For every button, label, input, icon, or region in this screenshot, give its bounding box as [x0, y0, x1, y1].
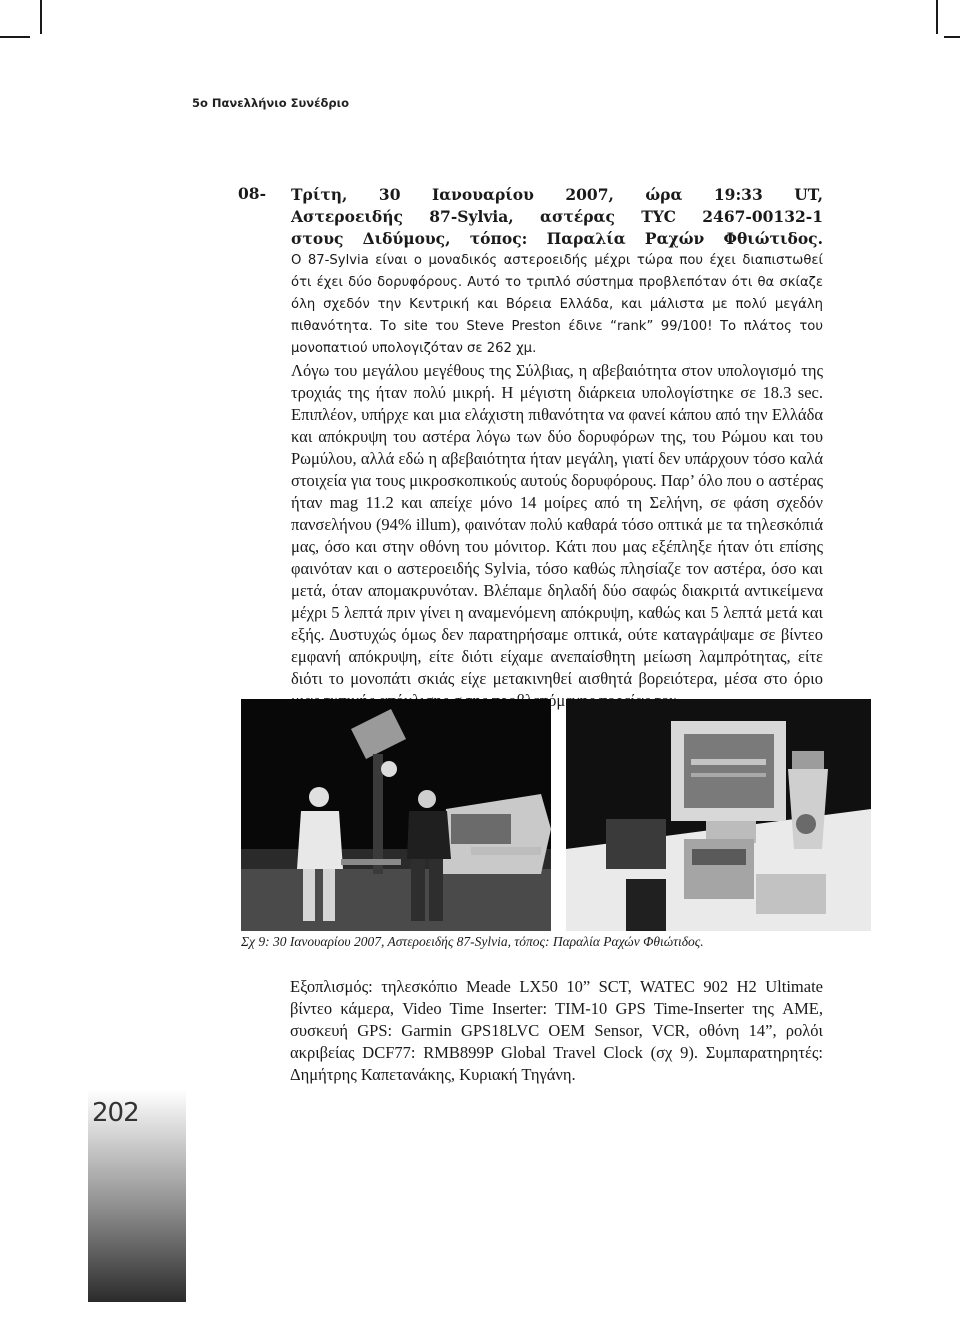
entry-number: 08- [238, 184, 267, 203]
crop-mark-left [40, 0, 42, 34]
entry-paragraph-serif: Λόγω του μεγάλου μεγέθους της Σύλβιας, η αβεβαιότητα στον υπολογισμό της τροχιάς της ήταν πολύ μικρή. Η μέγιστη διάρκεια υπολογίστηκε σε 18.3 sec. Επιπλέον, υπήρχε και μια ελάχιστη πιθανότητα να φανεί κάπου από την Ελλάδα και απόκρυψη του αστέρα λόγω των δύο δορυφόρων της, του Ρώμου και του Ρωμύλου, αλλά εδώ η αβεβαιότητα ήταν μεγάλη, γιατί δεν υπάρχουν τόσο καλά στοιχεία για τους μικροσκοπικούς αυτούς δορυφόρους. Παρ’ όλο που ο αστέρας ήταν mag 11.2 και απείχε μόνο 14 μοίρες από τη Σελήνη, σε φάση σχεδόν πανσελήνου (94% illum), φαινόταν πολύ καθαρά τόσο οπτικά με τα τηλεσκόπιά μας, όσο και στην οθόνη του μόνιτορ. Κάτι που μας εξέπληξε ήταν ότι επίσης φαινόταν και ο αστεροειδής Sylvia, τόσο καθώς πλησίαζε τον αστέρα, όσο και μετά, όταν απομακρυνόταν. Βλέπαμε δηλαδή δύο σαφώς διακριτά αντικείμενα μέχρι 5 λεπτά πριν γίνει η αναμενόμενη απόκρυψη, καθώς και 5 λεπτά μετά και εξής. Δυστυχώς όμως δεν παρατηρήσαμε οπτικά, ούτε καταγράψαμε σε βίντεο εμφανή απόκρυψη, είτε διότι είχαμε ανεπαίσθητη μείωση λαμπρότητας, είτε διότι το μονοπάτι σκιάς είχε μετακινηθεί αισθητά βορειότερα, μέσα στο όριο [291, 361, 823, 688]
photo-observers-telescope-image [241, 699, 551, 931]
photo-video-equipment-image [566, 699, 871, 931]
photo-observers-telescope [241, 699, 551, 931]
entry-title-line-3: στους Διδύμους, τόπος: Παραλία Ραχών Φθιώτιδος. [291, 229, 823, 248]
page-number: 202 [92, 1098, 139, 1128]
crop-mark-left-horizontal [0, 36, 30, 38]
figure-caption: Σχ 9: 30 Ιανουαρίου 2007, Αστεροειδής 87-Sylvia, τόπος: Παραλία Ραχών Φθιώτιδος. [241, 934, 704, 949]
entry-paragraph-sans: Ο 87-Sylvia είναι ο μοναδικός αστεροειδής μέχρι τώρα που έχει διαπιστωθεί ότι έχει δύο δορυφόρους. Αυτό το τριπλό σύστημα προβλεπόταν ότι θα σκίαζε όλη σχεδόν την Κεντρική και Βόρεια Ελλάδα, και μάλιστα με πολύ μεγάλη πιθανότητα. Το site του Steve Preston έδινε “rank” 99/100! Το πλάτος του μονοπατιού υπολογιζόταν σε 262 χμ. [291, 253, 823, 356]
entry-title-line-2: Αστεροειδής 87-Sylvia, αστέρας TYC 2467-00132-1 [291, 207, 823, 226]
running-header: 5ο Πανελλήνιο Συνέδριο [192, 96, 349, 110]
photo-video-equipment [566, 699, 871, 931]
equipment-paragraph: Εξοπλισμός: τηλεσκόπιο Meade LX50 10” SCT, WATEC 902 H2 Ultimate βίντεο κάμερα, Video Time Inserter: TIM-10 GPS Time-Inserter της AME, συσκευή GPS: Garmin GPS18LVC OEM Sensor, VCR, οθόνη 14”, ρολόι ακριβείας DCF77: RMB899P Global Travel Clock (σχ 9). Συμπαρατηρητές: Δημήτρης Καπετανάκης, Κυριακή Τηγάνη. [290, 977, 823, 1084]
crop-mark-right-horizontal [944, 36, 960, 38]
entry-title-line-1: Τρίτη, 30 Ιανουαρίου 2007, ώρα 19:33 UT, [291, 185, 823, 204]
crop-mark-right [936, 0, 938, 34]
entry-body [291, 184, 823, 712]
